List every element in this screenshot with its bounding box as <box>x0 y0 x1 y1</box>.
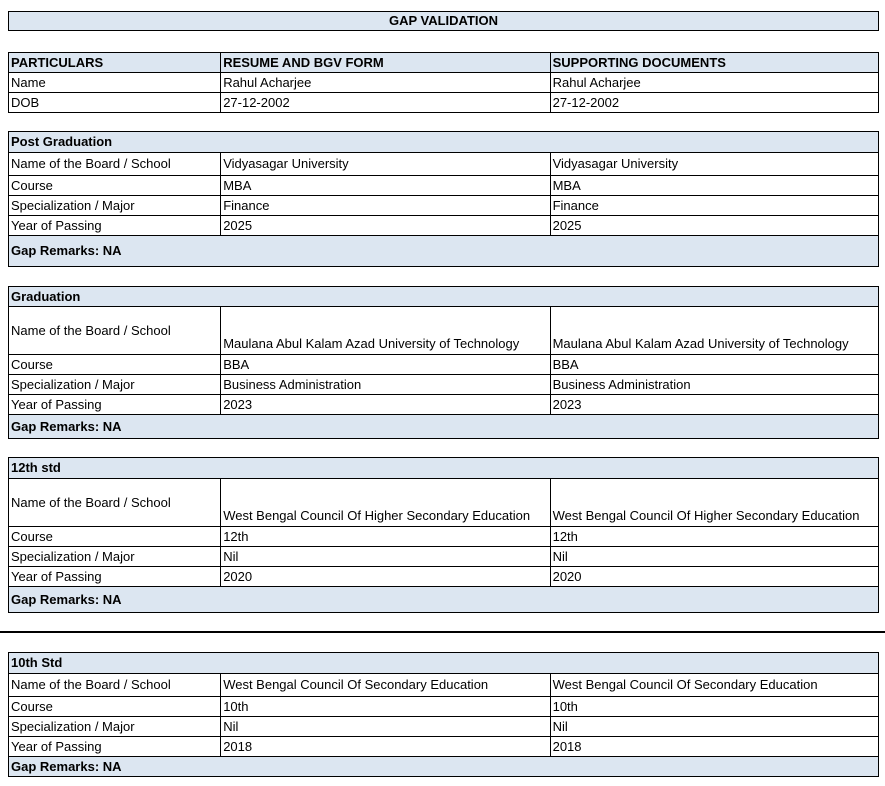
row-label: Name of the Board / School <box>9 479 221 527</box>
docs-value: MBA <box>550 176 878 196</box>
gap-remarks-row <box>9 587 879 613</box>
row-label: Name of the Board / School <box>9 674 221 697</box>
section-title-row <box>9 132 879 153</box>
row-label: Specialization / Major <box>9 547 221 567</box>
row-label: Name <box>9 73 221 93</box>
docs-value: 2020 <box>550 567 878 587</box>
gap-remarks: Gap Remarks: NA <box>9 415 879 439</box>
personal-table <box>8 52 879 113</box>
table-row <box>9 567 879 587</box>
table-row <box>9 307 879 355</box>
resume-value: Finance <box>221 196 550 216</box>
table-row <box>9 717 879 737</box>
resume-value: West Bengal Council Of Higher Secondary Education <box>221 479 550 527</box>
post-graduation-table <box>8 131 879 267</box>
table-row <box>9 547 879 567</box>
table-row <box>9 395 879 415</box>
row-label: Specialization / Major <box>9 717 221 737</box>
row-label: Name of the Board / School <box>9 153 221 176</box>
gap-remarks-row <box>9 757 879 777</box>
row-label: Specialization / Major <box>9 196 221 216</box>
table-row <box>9 73 879 93</box>
section-title-row <box>9 458 879 479</box>
graduation-table <box>8 286 879 439</box>
docs-value: Business Administration <box>550 375 878 395</box>
resume-value: Business Administration <box>221 375 550 395</box>
resume-value: 2018 <box>221 737 550 757</box>
resume-value: Nil <box>221 547 550 567</box>
table-row <box>9 153 879 176</box>
row-label: Year of Passing <box>9 567 221 587</box>
docs-value: 27-12-2002 <box>550 93 878 113</box>
divider <box>0 631 885 633</box>
section-title-row <box>9 653 879 674</box>
row-label: Name of the Board / School <box>9 307 221 355</box>
table-row <box>9 216 879 236</box>
docs-value: Maulana Abul Kalam Azad University of Technology <box>550 307 878 355</box>
resume-value: 10th <box>221 697 550 717</box>
table-row <box>9 93 879 113</box>
docs-value: West Bengal Council Of Higher Secondary Education <box>550 479 878 527</box>
docs-value: Nil <box>550 717 878 737</box>
table-header-row <box>9 53 879 73</box>
twelfth-std-table <box>8 457 879 613</box>
gap-remarks: Gap Remarks: NA <box>9 587 879 613</box>
docs-value: Finance <box>550 196 878 216</box>
resume-value: Vidyasagar University <box>221 153 550 176</box>
resume-value: MBA <box>221 176 550 196</box>
docs-value: Rahul Acharjee <box>550 73 878 93</box>
resume-value: 12th <box>221 527 550 547</box>
row-label: Course <box>9 355 221 375</box>
table-row <box>9 697 879 717</box>
docs-value: 2018 <box>550 737 878 757</box>
resume-value: BBA <box>221 355 550 375</box>
row-label: Year of Passing <box>9 216 221 236</box>
gap-remarks: Gap Remarks: NA <box>9 757 879 777</box>
table-row <box>9 674 879 697</box>
row-label: Year of Passing <box>9 737 221 757</box>
gap-remarks: Gap Remarks: NA <box>9 236 879 267</box>
section-title-row <box>9 287 879 307</box>
docs-value: 10th <box>550 697 878 717</box>
section-title: 10th Std <box>9 653 879 674</box>
resume-value: Maulana Abul Kalam Azad University of Technology <box>221 307 550 355</box>
page-title: GAP VALIDATION <box>8 11 879 31</box>
docs-value: BBA <box>550 355 878 375</box>
table-row <box>9 355 879 375</box>
gap-remarks-row <box>9 236 879 267</box>
row-label: DOB <box>9 93 221 113</box>
docs-value: 12th <box>550 527 878 547</box>
docs-value: 2023 <box>550 395 878 415</box>
row-label: Year of Passing <box>9 395 221 415</box>
header-documents: SUPPORTING DOCUMENTS <box>550 53 878 73</box>
row-label: Course <box>9 527 221 547</box>
header-particulars: PARTICULARS <box>9 53 221 73</box>
resume-value: 27-12-2002 <box>221 93 550 113</box>
resume-value: Rahul Acharjee <box>221 73 550 93</box>
gap-remarks-row <box>9 415 879 439</box>
row-label: Specialization / Major <box>9 375 221 395</box>
table-row <box>9 196 879 216</box>
section-title: Graduation <box>9 287 879 307</box>
resume-value: 2020 <box>221 567 550 587</box>
docs-value: 2025 <box>550 216 878 236</box>
table-row <box>9 527 879 547</box>
table-row <box>9 479 879 527</box>
resume-value: Nil <box>221 717 550 737</box>
table-row <box>9 375 879 395</box>
docs-value: West Bengal Council Of Secondary Education <box>550 674 878 697</box>
resume-value: 2025 <box>221 216 550 236</box>
header-resume: RESUME AND BGV FORM <box>221 53 550 73</box>
resume-value: West Bengal Council Of Secondary Education <box>221 674 550 697</box>
tenth-std-table <box>8 652 879 777</box>
table-row <box>9 737 879 757</box>
docs-value: Vidyasagar University <box>550 153 878 176</box>
row-label: Course <box>9 176 221 196</box>
section-title: Post Graduation <box>9 132 879 153</box>
row-label: Course <box>9 697 221 717</box>
resume-value: 2023 <box>221 395 550 415</box>
docs-value: Nil <box>550 547 878 567</box>
section-title: 12th std <box>9 458 879 479</box>
table-row <box>9 176 879 196</box>
